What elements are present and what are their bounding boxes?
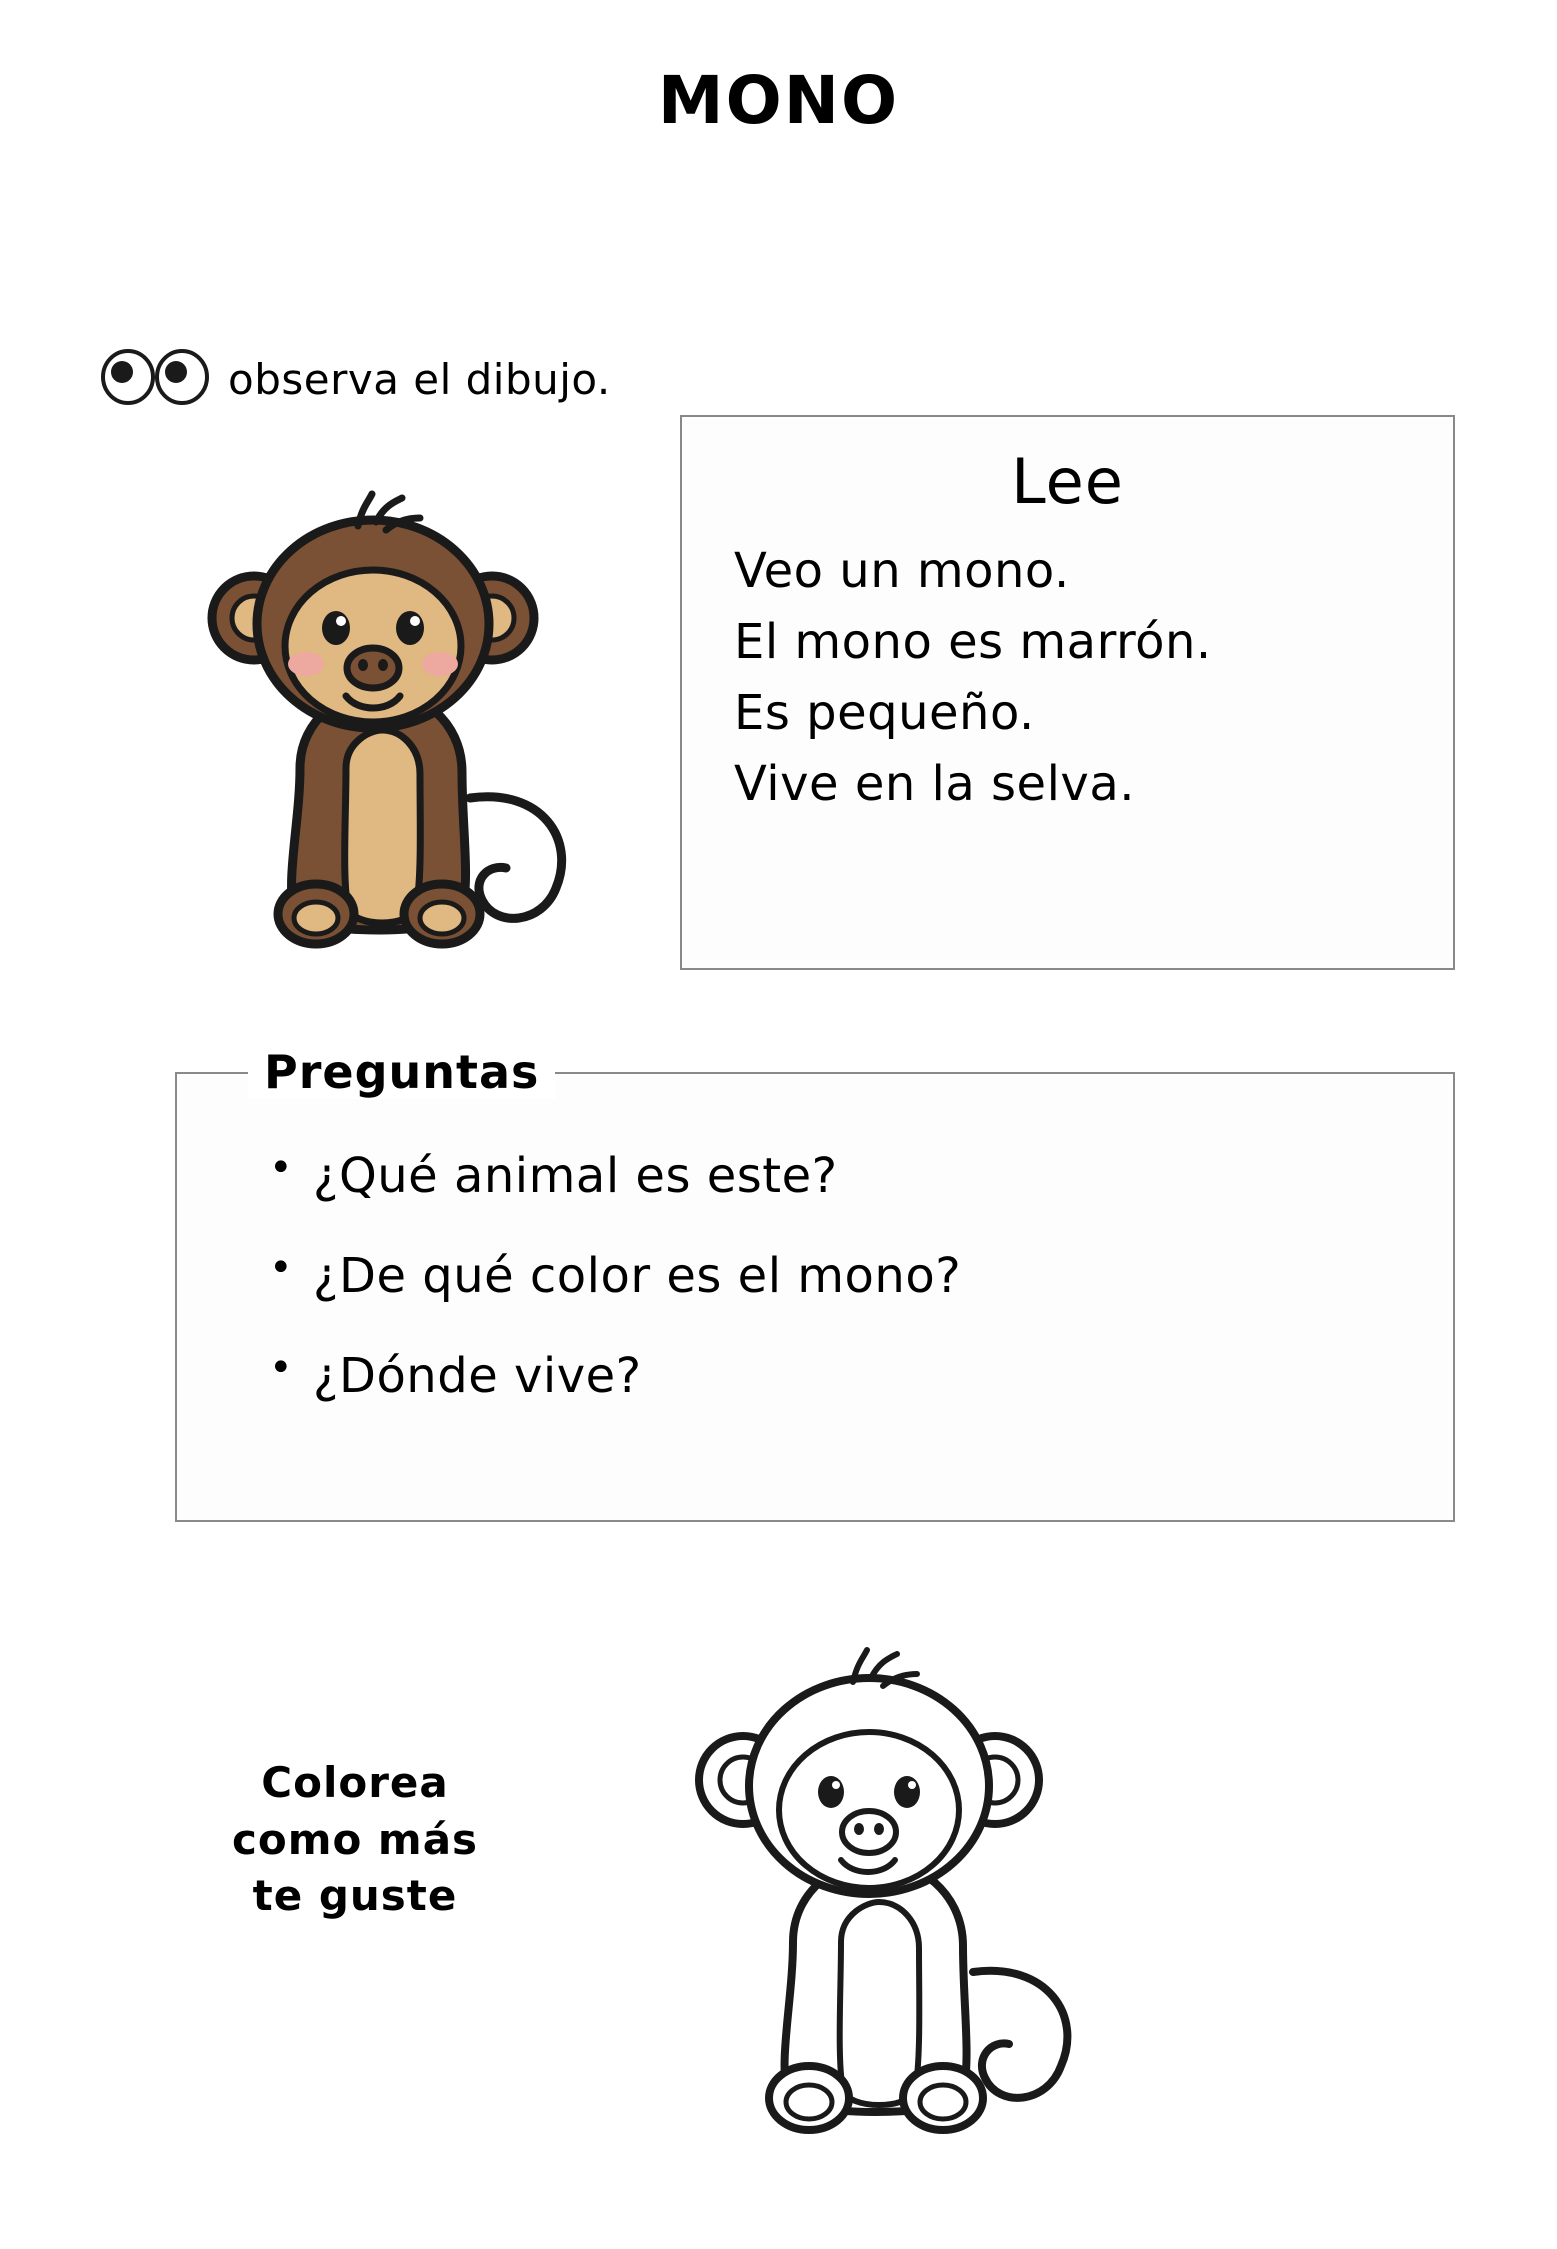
list-item: • ¿Dónde vive?: [255, 1352, 1453, 1400]
reading-line: Veo un mono.: [734, 543, 1070, 599]
observe-instruction-text: observa el dibujo.: [228, 355, 611, 404]
coloring-instruction-line: te guste: [252, 1871, 458, 1921]
list-item: • ¿Qué animal es este?: [255, 1152, 1453, 1200]
coloring-instruction-line: Colorea: [261, 1758, 449, 1807]
coloring-instruction: [175, 1755, 535, 1925]
questions-box: [175, 1072, 1455, 1522]
eyes-icon: [100, 348, 210, 411]
reading-line: Es pequeño.: [734, 685, 1035, 742]
page-title: MONO: [657, 62, 900, 139]
reading-line: Vive en la selva.: [734, 756, 1135, 813]
coloring-instruction-line: como más: [231, 1814, 479, 1864]
reading-lines: [734, 536, 1453, 820]
observe-instruction-row: [100, 348, 611, 411]
monkey-outline-illustration: [655, 1620, 1095, 2160]
reading-line: El mono es marrón.: [734, 614, 1212, 671]
list-item: • ¿De qué color es el mono?: [255, 1252, 1453, 1300]
reading-passage-box: [680, 415, 1455, 970]
questions-list: [177, 1074, 1453, 1404]
reading-heading: Lee: [1011, 445, 1124, 518]
questions-heading: Preguntas: [248, 1045, 555, 1099]
monkey-color-illustration: [170, 468, 590, 968]
